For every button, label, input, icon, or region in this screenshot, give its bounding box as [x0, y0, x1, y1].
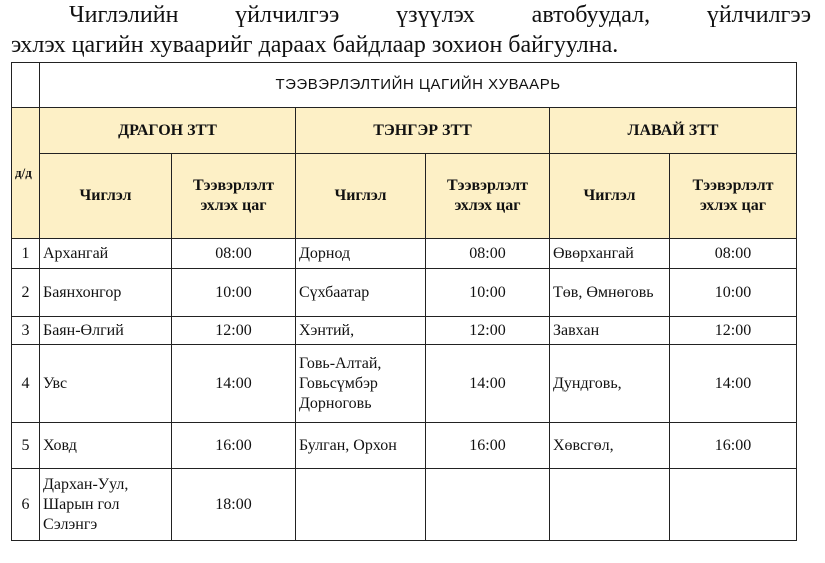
time-cell: 10:00	[426, 269, 550, 317]
time-cell: 18:00	[172, 469, 296, 541]
route-cell	[296, 469, 426, 541]
number-column-header: д/д	[12, 108, 40, 239]
route-cell	[550, 469, 670, 541]
time-cell: 14:00	[670, 345, 797, 423]
schedule-table	[11, 62, 797, 541]
time-cell: 12:00	[172, 317, 296, 345]
route-cell: Хөвсгөл,	[550, 423, 670, 469]
intro-line-1: Чиглэлийн үйлчилгээ үзүүлэх автобуудал, үйлчилгээ	[69, 2, 811, 28]
table-row	[12, 317, 797, 345]
route-cell: Архангай	[40, 239, 172, 269]
route-column-header: Чиглэл	[550, 154, 670, 239]
route-cell: Баянхонгор	[40, 269, 172, 317]
zone-header-tenger: ТЭНГЭР ЗТТ	[296, 108, 550, 154]
intro-line-2: эхлэх цагийн хуваарийг дараах байдлаар зохион байгуулна.	[11, 32, 619, 58]
route-cell: Төв, Өмнөговь	[550, 269, 670, 317]
table-row	[12, 239, 797, 269]
corner-cell	[12, 63, 40, 108]
time-cell: 14:00	[426, 345, 550, 423]
row-number: 3	[12, 317, 40, 345]
route-cell: Дархан-Уул, Шарын гол Сэлэнгэ	[40, 469, 172, 541]
zone-header-dragon: ДРАГОН ЗТТ	[40, 108, 296, 154]
time-cell	[426, 469, 550, 541]
time-cell: 08:00	[426, 239, 550, 269]
time-cell: 12:00	[426, 317, 550, 345]
route-cell: Сүхбаатар	[296, 269, 426, 317]
route-column-header: Чиглэл	[296, 154, 426, 239]
time-cell	[670, 469, 797, 541]
table-row	[12, 269, 797, 317]
route-cell: Баян-Өлгий	[40, 317, 172, 345]
route-cell: Увс	[40, 345, 172, 423]
row-number: 1	[12, 239, 40, 269]
route-cell: Говь-Алтай, Говьсүмбэр Дорноговь	[296, 345, 426, 423]
route-cell: Хэнтий,	[296, 317, 426, 345]
time-column-header: Тээвэрлэлт эхлэх цаг	[670, 154, 797, 239]
route-cell: Булган, Орхон	[296, 423, 426, 469]
route-column-header: Чиглэл	[40, 154, 172, 239]
table-row	[12, 469, 797, 541]
row-number: 2	[12, 269, 40, 317]
time-cell: 10:00	[172, 269, 296, 317]
time-cell: 12:00	[670, 317, 797, 345]
time-cell: 14:00	[172, 345, 296, 423]
time-column-header: Тээвэрлэлт эхлэх цаг	[172, 154, 296, 239]
time-cell: 16:00	[426, 423, 550, 469]
time-cell: 08:00	[670, 239, 797, 269]
row-number: 6	[12, 469, 40, 541]
route-cell: Ховд	[40, 423, 172, 469]
route-cell: Дорнод	[296, 239, 426, 269]
time-column-header: Тээвэрлэлт эхлэх цаг	[426, 154, 550, 239]
time-cell: 10:00	[670, 269, 797, 317]
row-number: 4	[12, 345, 40, 423]
time-cell: 16:00	[172, 423, 296, 469]
route-cell: Дундговь,	[550, 345, 670, 423]
row-number: 5	[12, 423, 40, 469]
time-cell: 16:00	[670, 423, 797, 469]
zone-header-lavai: ЛАВАЙ ЗТТ	[550, 108, 797, 154]
intro-paragraph	[11, 0, 811, 60]
time-cell: 08:00	[172, 239, 296, 269]
route-cell: Завхан	[550, 317, 670, 345]
table-title: ТЭЭВЭРЛЭЛТИЙН ЦАГИЙН ХУВААРЬ	[40, 63, 797, 108]
route-cell: Өвөрхангай	[550, 239, 670, 269]
table-row	[12, 423, 797, 469]
table-row	[12, 345, 797, 423]
